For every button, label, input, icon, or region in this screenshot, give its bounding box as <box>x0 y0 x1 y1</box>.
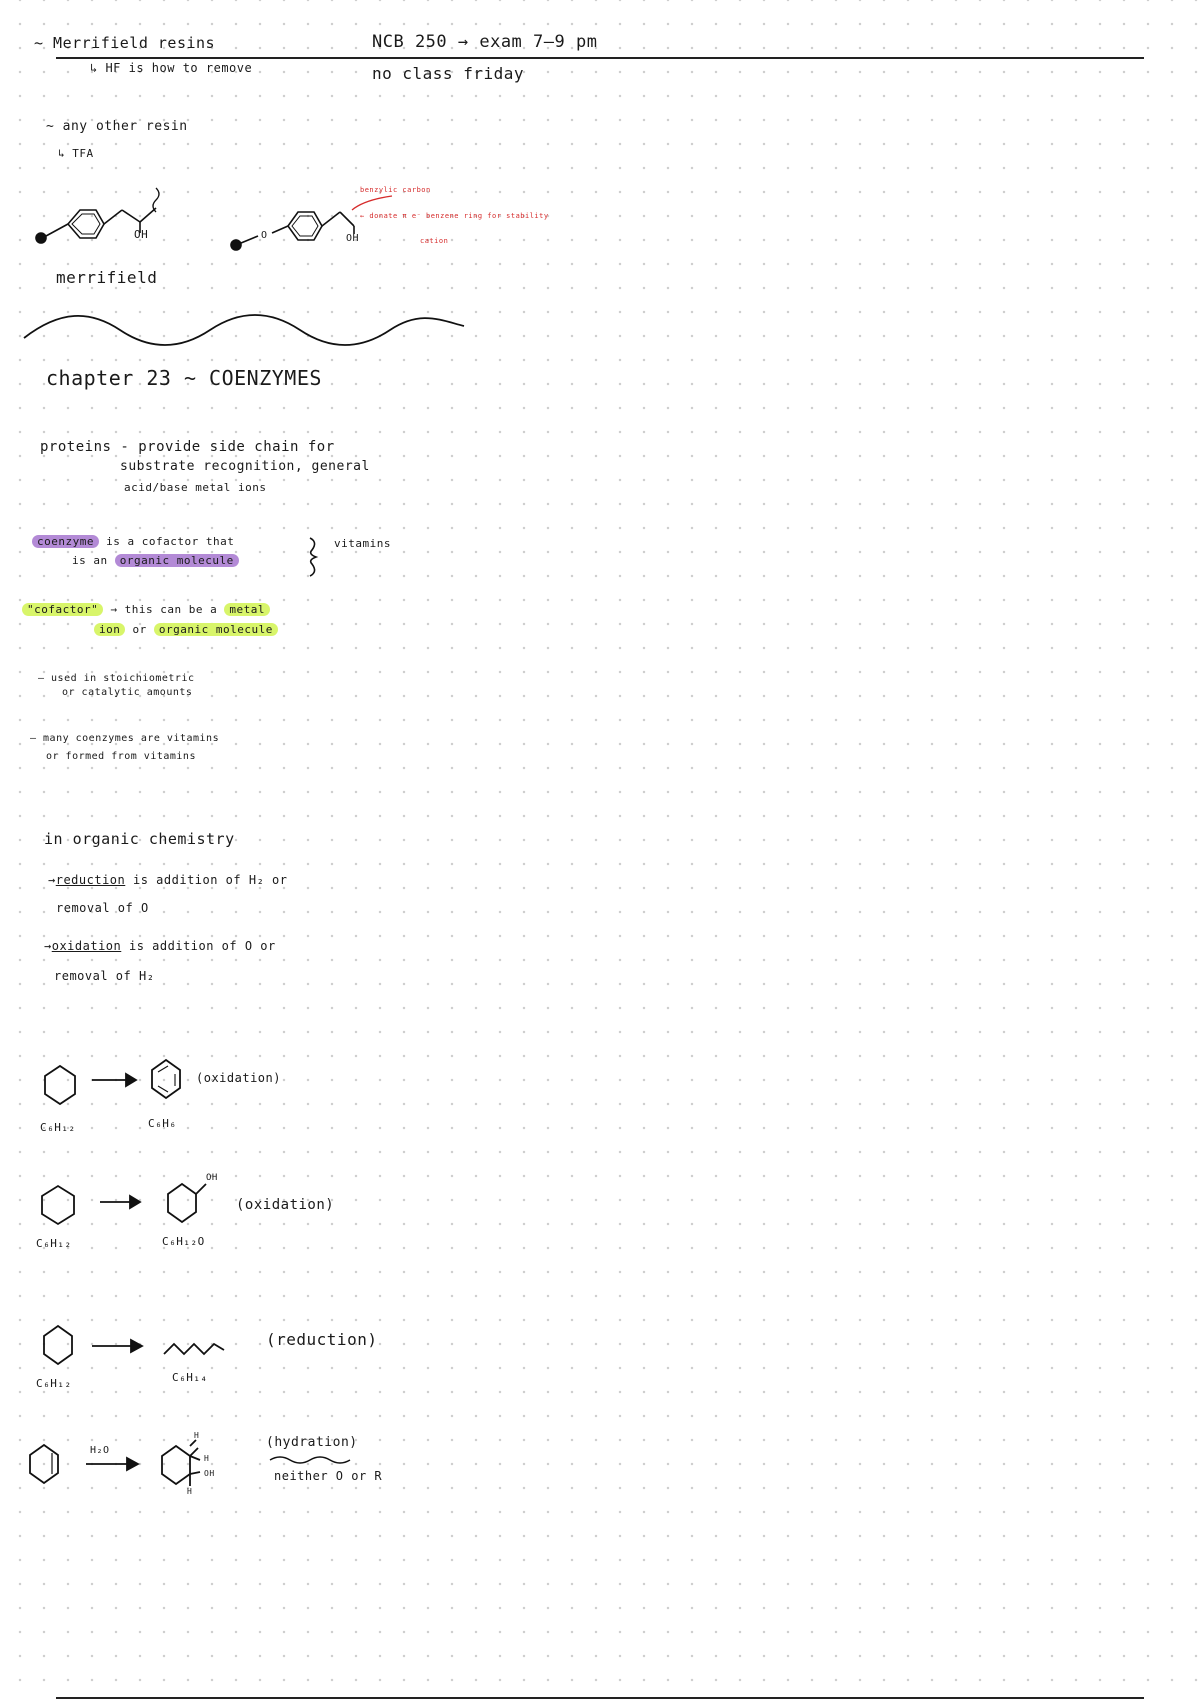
wang-o-label: O <box>261 230 268 241</box>
merrifield-oh-label: OH <box>134 228 149 241</box>
proteins-line-1: proteins - provide side chain for <box>40 439 335 455</box>
reaction-4-h-right: H <box>204 1454 210 1463</box>
cofactor-or: or <box>125 623 154 636</box>
reaction-4-note: neither O or R <box>274 1469 383 1483</box>
reaction-4-oh: OH <box>204 1469 215 1478</box>
cofactor-line-1 <box>22 604 270 615</box>
reaction-1-drawing <box>45 1060 180 1104</box>
reaction-4-h-bottom: H <box>187 1487 193 1496</box>
other-resin-sub: ↳ TFA <box>58 147 94 160</box>
red-note-donate: ← donate π e⁻ benzene ring for stability <box>360 212 549 220</box>
coenzyme-highlight: coenzyme <box>32 535 99 548</box>
header-left-subtitle: ↳ HF is how to remove <box>90 61 253 75</box>
bottom-rule <box>56 1697 1144 1699</box>
wang-oh-label: OH <box>346 233 360 244</box>
reaction-3-right-formula: C₆H₁₄ <box>172 1371 208 1384</box>
reaction-4-drawing <box>30 1440 200 1486</box>
chapter-title: chapter 23 ~ COENZYMES <box>46 366 322 390</box>
merrifield-label: merrifield <box>56 268 158 287</box>
organic-molecule-highlight-2: organic molecule <box>154 623 278 636</box>
wavy-divider <box>24 315 464 345</box>
used-line-1: – used in stoichiometric <box>38 673 195 684</box>
reduction-line-1: →reduction is addition of H₂ or <box>48 873 288 887</box>
oxidation-rest: is addition of O or <box>121 939 276 953</box>
many-line-1: – many coenzymes are vitamins <box>30 733 220 744</box>
oxidation-label: oxidation <box>51 939 122 953</box>
many-line-2: or formed from vitamins <box>46 751 196 762</box>
reaction-2-right-formula: C₆H₁₂O <box>162 1235 205 1248</box>
coenzyme-rest: is a cofactor that <box>98 535 235 548</box>
proteins-line-2: substrate recognition, general <box>120 459 370 474</box>
coenzyme-line-1 <box>32 536 234 547</box>
oxidation-line-2: removal of H₂ <box>54 969 155 983</box>
other-resin-note: ~ any other resin <box>46 119 188 134</box>
reaction-4-label: (hydration) <box>266 1435 358 1450</box>
reaction-3-label: (reduction) <box>266 1330 378 1349</box>
header-right-title: NCB 250 → exam 7–9 pm <box>372 32 598 52</box>
reaction-2-drawing <box>42 1184 206 1224</box>
wang-resin-structure <box>231 196 392 250</box>
red-note-cation: cation <box>420 237 449 245</box>
coenzyme-line-2 <box>72 555 239 566</box>
hydration-underline <box>270 1457 350 1463</box>
reaction-2-oh: OH <box>206 1173 218 1183</box>
organic-heading: in organic chemistry <box>44 830 235 848</box>
used-line-2: or catalytic amounts <box>62 687 193 698</box>
reaction-2-label: (oxidation) <box>236 1197 335 1213</box>
proteins-line-3: acid/base metal ions <box>124 481 267 494</box>
header-left-title: ~ Merrifield resins <box>34 34 216 52</box>
reaction-1-label: (oxidation) <box>196 1071 281 1085</box>
organic-molecule-highlight: organic molecule <box>115 554 239 567</box>
reduction-line-2: removal of O <box>56 901 149 915</box>
reaction-3-left-formula: C₆H₁₂ <box>36 1377 72 1390</box>
coenzyme-line2-pre: is an <box>72 554 115 567</box>
ion-highlight: ion <box>94 623 125 636</box>
oxidation-line-1: →oxidation is addition of O or <box>44 939 276 953</box>
reaction-3-drawing <box>44 1326 224 1364</box>
reaction-1-right-formula: C₆H₆ <box>148 1117 177 1130</box>
cofactor-line-2 <box>94 624 278 635</box>
reduction-rest: is addition of H₂ or <box>125 873 288 887</box>
reaction-4-h-top: H <box>194 1431 200 1440</box>
metal-highlight: metal <box>224 603 270 616</box>
vitamins-label: vitamins <box>334 537 391 550</box>
reduction-label: reduction <box>55 873 126 887</box>
header-right-subtitle: no class friday <box>372 64 524 83</box>
cofactor-rest: → this can be a <box>103 603 225 616</box>
reaction-4-reagent: H₂O <box>90 1445 110 1456</box>
red-note-benzylic: benzylic carbon <box>360 186 431 194</box>
reaction-1-left-formula: C₆H₁₂ <box>40 1121 76 1134</box>
cofactor-highlight: "cofactor" <box>22 603 103 616</box>
vitamins-brace <box>310 538 316 576</box>
reaction-2-left-formula: C₆H₁₂ <box>36 1237 72 1250</box>
